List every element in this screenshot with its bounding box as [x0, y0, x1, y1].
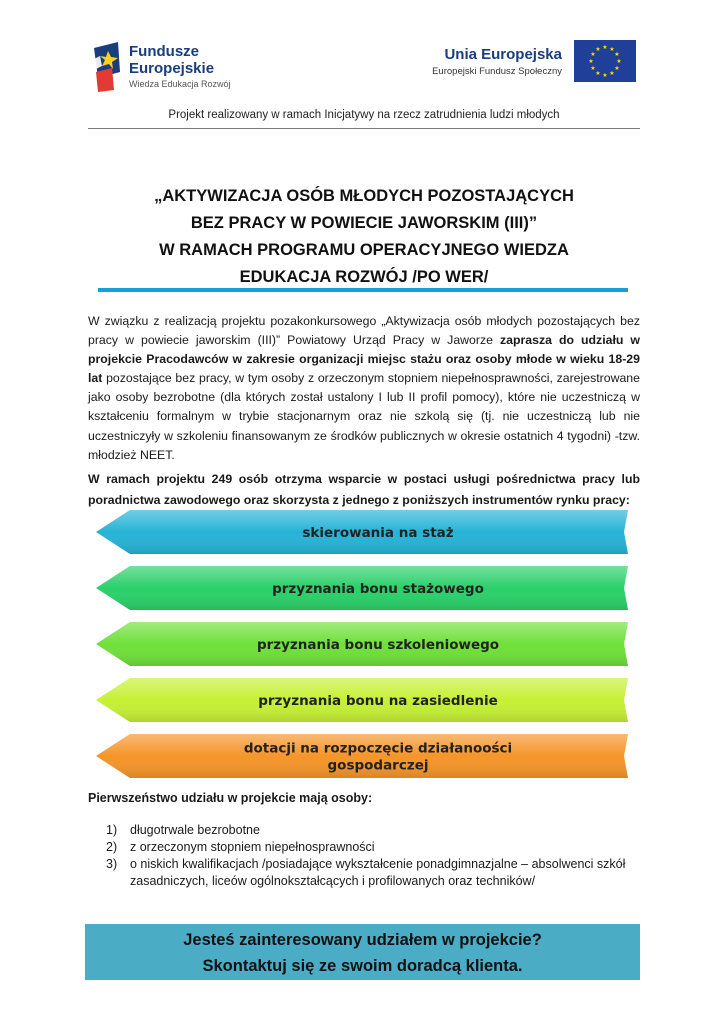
priority-list: [88, 822, 648, 890]
header-divider: [88, 128, 640, 129]
intro-paragraph: [88, 312, 640, 465]
list-item-number: 3): [106, 857, 118, 871]
eu-flag-icon: [574, 40, 636, 82]
cta-line-1: Jesteś zainteresowany udziałem w projekcie?: [183, 931, 542, 949]
title-line-3: W RAMACH PROGRAMU OPERACYJNEGO WIEDZA: [159, 241, 569, 259]
list-item-number: 2): [106, 840, 118, 854]
instrument-arrow: [96, 622, 628, 666]
svg-text:★: ★: [609, 46, 615, 53]
fundusze-europejskie-logo: [92, 40, 252, 96]
list-item-text: z orzeczonym stopniem niepełnosprawności: [130, 840, 375, 854]
instrument-arrow: [96, 510, 628, 554]
title-line-1: „AKTYWIZACJA OSÓB MŁODYCH POZOSTAJĄCYCH: [154, 187, 574, 205]
svg-text:★: ★: [602, 44, 608, 51]
svg-text:★: ★: [590, 51, 596, 58]
svg-text:★: ★: [602, 72, 608, 79]
title-line-4: EDUKACJA ROZWÓJ /PO WER/: [239, 268, 489, 286]
instrument-label: skierowania na staż: [302, 525, 454, 541]
eu-logo-title: Unia Europejska: [444, 46, 562, 63]
svg-text:★: ★: [616, 58, 622, 65]
svg-text:★: ★: [614, 51, 620, 58]
instrument-label: przyznania bonu na zasiedlenie: [258, 693, 498, 709]
project-header-line: Projekt realizowany w ramach Inicjatywy na rzecz zatrudnienia ludzi młodych: [168, 109, 560, 121]
svg-text:★: ★: [595, 70, 601, 77]
page-title: [88, 183, 640, 291]
list-item: [88, 856, 648, 890]
fundusze-star-icon: [92, 42, 122, 92]
fundusze-logo-line1: Fundusze: [129, 43, 199, 60]
priority-heading: Pierwszeństwo udziału w projekcie mają osoby:: [88, 791, 373, 805]
svg-text:★: ★: [590, 65, 596, 72]
eu-logo: [430, 40, 636, 86]
cta-line-2: Skontaktuj się ze swoim doradcą klienta.: [202, 957, 523, 975]
list-item-text: długotrwale bezrobotne: [130, 823, 260, 837]
instruments-arrow-list: [96, 510, 628, 778]
svg-text:★: ★: [609, 70, 615, 77]
intro-bold-text: zaprasza do udziału w projekcie Pracodawców w zakresie organizacji miejsc stażu oraz osoby młode w wieku 18-29 lat: [88, 333, 640, 386]
fundusze-logo-subtitle: Wiedza Edukacja Rozwój: [129, 79, 231, 89]
fundusze-logo-line2: Europejskie: [129, 60, 215, 77]
svg-text:★: ★: [614, 65, 620, 72]
instrument-label: przyznania bonu stażowego: [272, 581, 484, 597]
list-item-text: o niskich kwalifikacjach /posiadające wykształcenie ponadgimnazjalne – absolwenci szkół zasadniczych, liceów ogólnokształcących i profilowanych oraz techników/: [130, 857, 626, 888]
intro-text-1: W związku z realizacją projektu pozakonkursowego „Aktywizacja osób młodych pozostających bez pracy w powiecie jaworskim (III)” Powiatowy Urząd Pracy w Jaworze: [88, 314, 640, 348]
instrument-label: przyznania bonu szkoleniowego: [256, 637, 500, 653]
list-item: [88, 839, 648, 856]
contact-banner: [85, 924, 640, 980]
instrument-label: dotacji na rozpoczęcie działanoości: [243, 740, 513, 757]
lead-paragraph: W ramach projektu 249 osób otrzyma wsparcie w postaci usługi pośrednictwa pracy lub poradnictwa zawodowego oraz skorzysta z jednego z poniższych instrumentów rynku pracy:: [88, 472, 640, 507]
title-line-2: BEZ PRACY W POWIECIE JAWORSKIM (III)”: [190, 214, 538, 232]
list-item: [88, 822, 648, 839]
svg-text:★: ★: [595, 46, 601, 53]
instrument-arrow: [96, 566, 628, 610]
instrument-arrow: [96, 678, 628, 722]
svg-text:★: ★: [588, 58, 594, 65]
instrument-label: gospodarczej: [327, 757, 429, 774]
intro-text-2: pozostające bez pracy, w tym osoby z orzeczonym stopniem niepełnosprawności, zarejestrowane jako osoby bezrobotne (dla których został ustalony I lub II profil pomocy), które nie uczestniczą w kształceniu formalnym w trybie stacjonarnym oraz nie szkolą się (tj. nie uczestniczą lub nie uczestniczyły w szkoleniu finansowanym ze środków publicznych w okresie ostatnich 4 tygodni) -tzw. młodzież NEET.: [88, 371, 640, 462]
instrument-arrow: [96, 734, 628, 778]
list-item-number: 1): [106, 823, 118, 837]
eu-logo-subtitle: Europejski Fundusz Społeczny: [432, 66, 562, 77]
title-underline: [98, 288, 628, 292]
